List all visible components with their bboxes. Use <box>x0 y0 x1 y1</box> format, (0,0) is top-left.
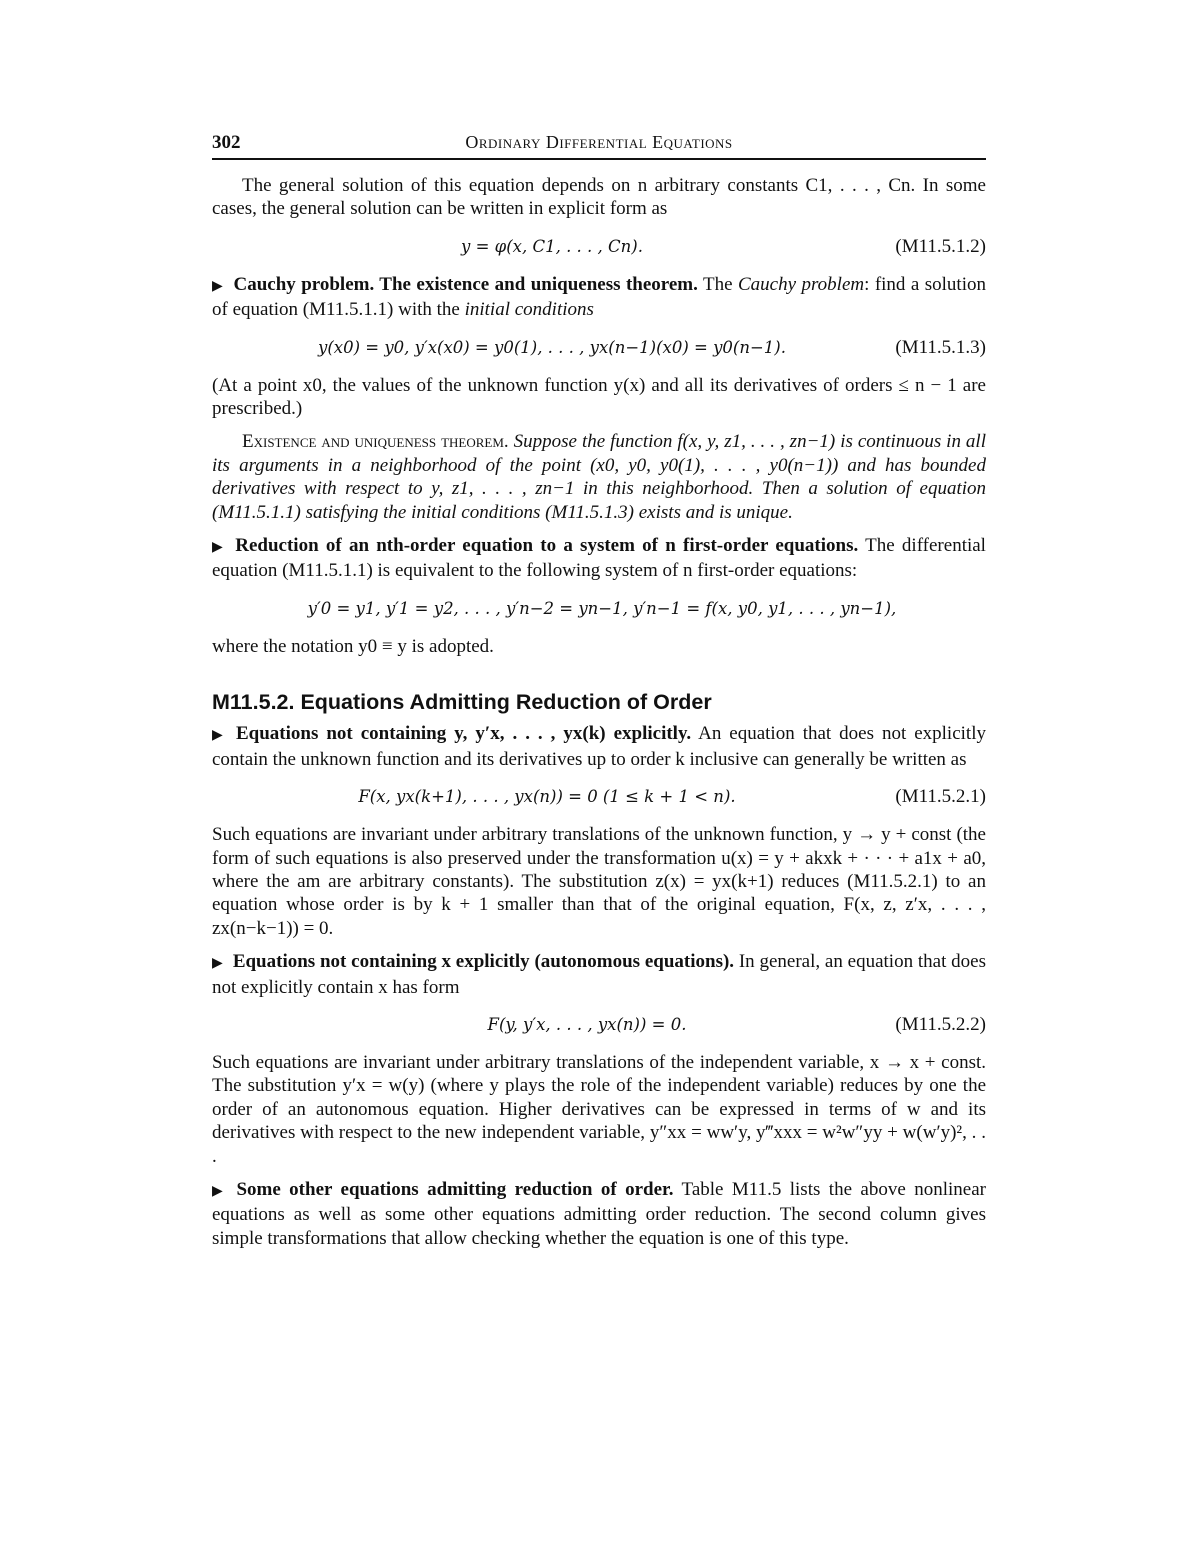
other-equations-heading: Some other equations admitting reduction of order. <box>236 1178 674 1200</box>
autonomous-body: In general, an equation that does not explicitly contain x has form <box>212 951 986 998</box>
theorem-body: Suppose the function f(x, y, z1, . . . , zn−1) is continuous in all its arguments in a neighborhood of the point (x0, y0, y0(1), . . . , y0(n−1)) and has bounded derivatives with respect to y, z1, . . . , zn−1 in this neighborhood. Then a solution of equation (M11.5.1.1) satisfying the initial conditions (M11.5.1.3) exists and is unique. <box>212 431 986 523</box>
page-body <box>212 128 986 1250</box>
other-equations-paragraph <box>212 1178 986 1250</box>
bullet-icon: ▶ <box>212 540 226 556</box>
invariant-paragraph-2: Such equations are invariant under arbitrary translations of the independent variable, x → x + const. The substitution y′x = w(y) (where y plays the role of the independent variable) reduces by one the order of an autonomous equation. Higher derivatives can be expressed in terms of w and its derivatives with respect to the new independent variable, y″xx = ww′y, y‴xxx = w²w″yy + w(w′y)², . . . <box>212 1051 986 1167</box>
equation-m11-5-1-3 <box>212 336 986 360</box>
equation-body: y′0 = y1, y′1 = y2, . . . , y′n−2 = yn−1, y′n−1 = f(x, y0, y1, . . . , yn−1), <box>307 598 897 618</box>
page-number: 302 <box>212 132 241 153</box>
reduction-paragraph <box>212 534 986 583</box>
theorem-paragraph <box>212 430 986 524</box>
equation-number: (M11.5.2.2) <box>895 1013 986 1035</box>
reduction-body: The differential equation (M11.5.1.1) is equivalent to the following system of n first-order equations: <box>212 535 986 582</box>
equation-m11-5-2-1 <box>212 785 986 809</box>
cauchy-term: Cauchy problem <box>738 273 865 295</box>
initial-conditions-term: initial conditions <box>464 299 594 321</box>
cauchy-paragraph <box>212 273 986 322</box>
invariant-paragraph-1: Such equations are invariant under arbitrary translations of the unknown function, y → y + const (the form of such equations is also preserved under the transformation u(x) = y + akxk + · · · + a1x + a0, where the am are arbitrary constants). The substitution z(x) = yx(k+1) reduces (M11.5.2.1) to an equation whose order is by k + 1 smaller than that of the original equation, F(x, z, z′x, . . . , zx(n−k−1)) = 0. <box>212 824 986 939</box>
equation-m11-5-2-2 <box>212 1013 986 1037</box>
cauchy-heading: Cauchy problem. The existence and uniqueness theorem. <box>233 273 698 295</box>
equation-m11-5-1-2 <box>212 235 986 259</box>
running-title: Ordinary Differential Equations <box>465 132 733 152</box>
notation-paragraph: where the notation y0 ≡ y is adopted. <box>212 635 494 657</box>
autonomous-heading: Equations not containing x explicitly (autonomous equations). <box>232 951 735 973</box>
equation-number: (M11.5.1.3) <box>895 336 986 358</box>
not-containing-body: An equation that does not explicitly contain the unknown function and its derivatives up to order k inclusive can generally be written as <box>212 723 986 770</box>
bullet-icon: ▶ <box>212 278 224 294</box>
intro-paragraph: The general solution of this equation depends on n arbitrary constants C1, . . . , Cn. In some cases, the general solution can be written in explicit form as <box>212 175 986 220</box>
not-containing-paragraph <box>212 722 986 771</box>
equation-body: y = φ(x, C1, . . . , Cn). <box>461 236 643 256</box>
not-containing-heading: Equations not containing y, y′x, . . . , yx(k) explicitly. <box>236 723 692 745</box>
equation-body: y(x0) = y0, y′x(x0) = y0(1), . . . , yx(n−1)(x0) = y0(n−1). <box>318 337 786 357</box>
theorem-heading: Existence and uniqueness theorem. <box>242 431 509 453</box>
reduction-heading: Reduction of an nth-order equation to a system of n first-order equations. <box>235 535 859 557</box>
section-title: M11.5.2. Equations Admitting Reduction of Order <box>212 690 712 715</box>
bullet-icon: ▶ <box>212 728 226 744</box>
autonomous-paragraph <box>212 950 986 999</box>
bullet-icon: ▶ <box>212 1183 227 1199</box>
at-point-paragraph: (At a point x0, the values of the unknown function y(x) and all its derivatives of orders ≤ n − 1 are prescribed.) <box>212 374 986 420</box>
cauchy-text-2: : find a solution of equation (M11.5.1.1) with the <box>212 273 986 321</box>
equation-number: (M11.5.2.1) <box>895 786 986 808</box>
running-header <box>212 128 986 160</box>
equation-system <box>212 597 986 621</box>
bullet-icon: ▶ <box>212 956 223 972</box>
equation-number: (M11.5.1.2) <box>895 235 986 257</box>
other-equations-body: Table M11.5 lists the above nonlinear equations as well as some other equations admitting order reduction. The second column gives simple transformations that allow checking whether the equation is one of this type. <box>212 1178 986 1249</box>
equation-body: F(y, y′x, . . . , yx(n)) = 0. <box>487 1014 687 1034</box>
cauchy-text: The <box>703 273 733 295</box>
equation-body: F(x, yx(k+1), . . . , yx(n)) = 0 (1 ≤ k + 1 < n). <box>358 787 736 807</box>
